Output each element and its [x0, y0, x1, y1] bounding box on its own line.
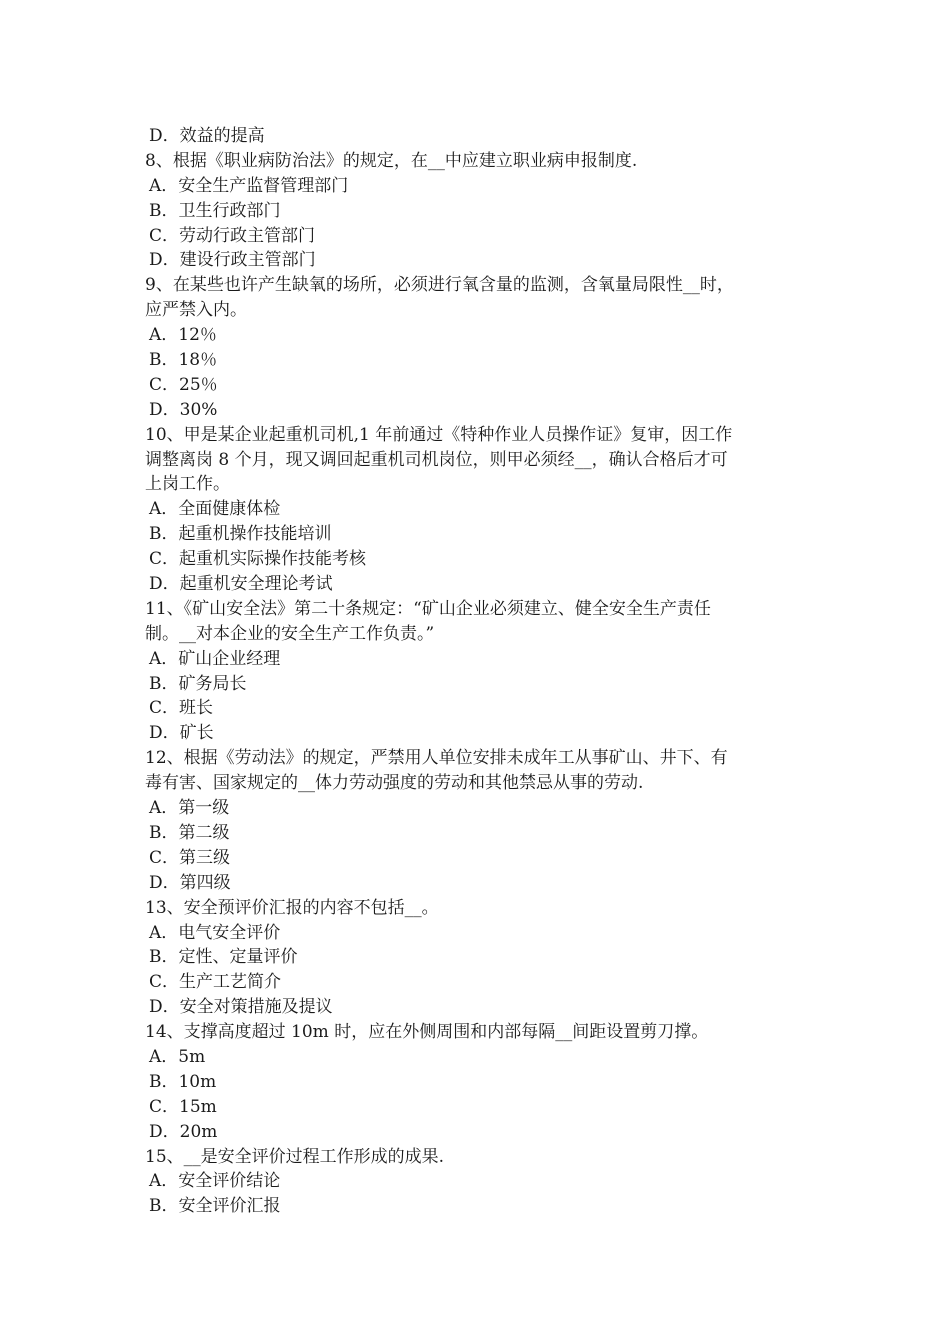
answer-option: B．起重机操作技能培训	[149, 524, 332, 545]
question-text: 制。__对本企业的安全生产工作负责。”	[145, 623, 435, 644]
answer-option: A．矿山企业经理	[149, 648, 281, 669]
question-text: 上岗工作。	[145, 474, 230, 495]
answer-option: D．起重机安全理论考试	[149, 574, 333, 595]
answer-option: B．卫生行政部门	[149, 200, 281, 221]
answer-option: B．10m	[149, 1071, 217, 1092]
question-text: 15、__是安全评价过程工作形成的成果.	[145, 1146, 445, 1167]
answer-option: C．起重机实际操作技能考核	[149, 549, 367, 570]
question-text: 9、在某些也许产生缺氧的场所，必须进行氧含量的监测，含氧量局限性__时，	[145, 275, 734, 296]
answer-option: A．安全评价结论	[149, 1171, 281, 1192]
question-text: 应严禁入内。	[145, 300, 247, 321]
answer-option: A．安全生产监督管理部门	[149, 175, 349, 196]
answer-option: D．矿长	[149, 723, 214, 744]
answer-option: D．效益的提高	[149, 126, 265, 146]
answer-option: D．30%	[149, 399, 218, 420]
question-text: 13、安全预评价汇报的内容不包括__。	[145, 897, 439, 918]
answer-option: B．安全评价汇报	[149, 1196, 281, 1217]
question-text: 8、根据《职业病防治法》的规定，在__中应建立职业病申报制度.	[145, 150, 638, 171]
answer-option: B．定性、定量评价	[149, 947, 298, 968]
answer-option: C．生产工艺简介	[149, 972, 282, 993]
answer-option: A．第一级	[149, 798, 230, 819]
answer-option: B．第二级	[149, 822, 230, 843]
question-text: 12、根据《劳动法》的规定，严禁用人单位安排未成年工从事矿山、井下、有	[145, 748, 728, 769]
exam-questions	[145, 124, 810, 1219]
question-text: 毒有害、国家规定的__体力劳动强度的劳动和其他禁忌从事的劳动.	[145, 773, 644, 794]
answer-option: C．劳动行政主管部门	[149, 225, 316, 246]
answer-option: A．电气安全评价	[149, 922, 281, 943]
answer-option: D．安全对策措施及提议	[149, 997, 333, 1018]
answer-option: A．12％	[149, 325, 217, 346]
answer-option: C．25％	[149, 374, 218, 395]
answer-option: B．矿务局长	[149, 673, 247, 694]
answer-option: A．全面健康体检	[149, 499, 281, 520]
answer-option: C．15m	[149, 1096, 217, 1117]
answer-option: C．第三级	[149, 847, 231, 868]
answer-option: D．第四级	[149, 872, 231, 893]
question-text: 14、支撑高度超过 10m 时，应在外侧周围和内部每隔__间距设置剪刀撑。	[145, 1022, 709, 1043]
answer-option: A．5m	[149, 1046, 206, 1067]
question-text: 11、《矿山安全法》第二十条规定：“矿山企业必须建立、健全安全生产责任	[145, 598, 711, 619]
answer-option: D．建设行政主管部门	[149, 250, 316, 271]
answer-option: B．18％	[149, 350, 218, 371]
question-text: 调整离岗 8 个月，现又调回起重机司机岗位，则甲必须经__，确认合格后才可	[145, 449, 728, 470]
question-text: 10、甲是某企业起重机司机,1 年前通过《特种作业人员操作证》复审，因工作	[145, 424, 733, 445]
answer-option: D．20m	[149, 1121, 218, 1142]
answer-option: C．班长	[149, 698, 214, 719]
